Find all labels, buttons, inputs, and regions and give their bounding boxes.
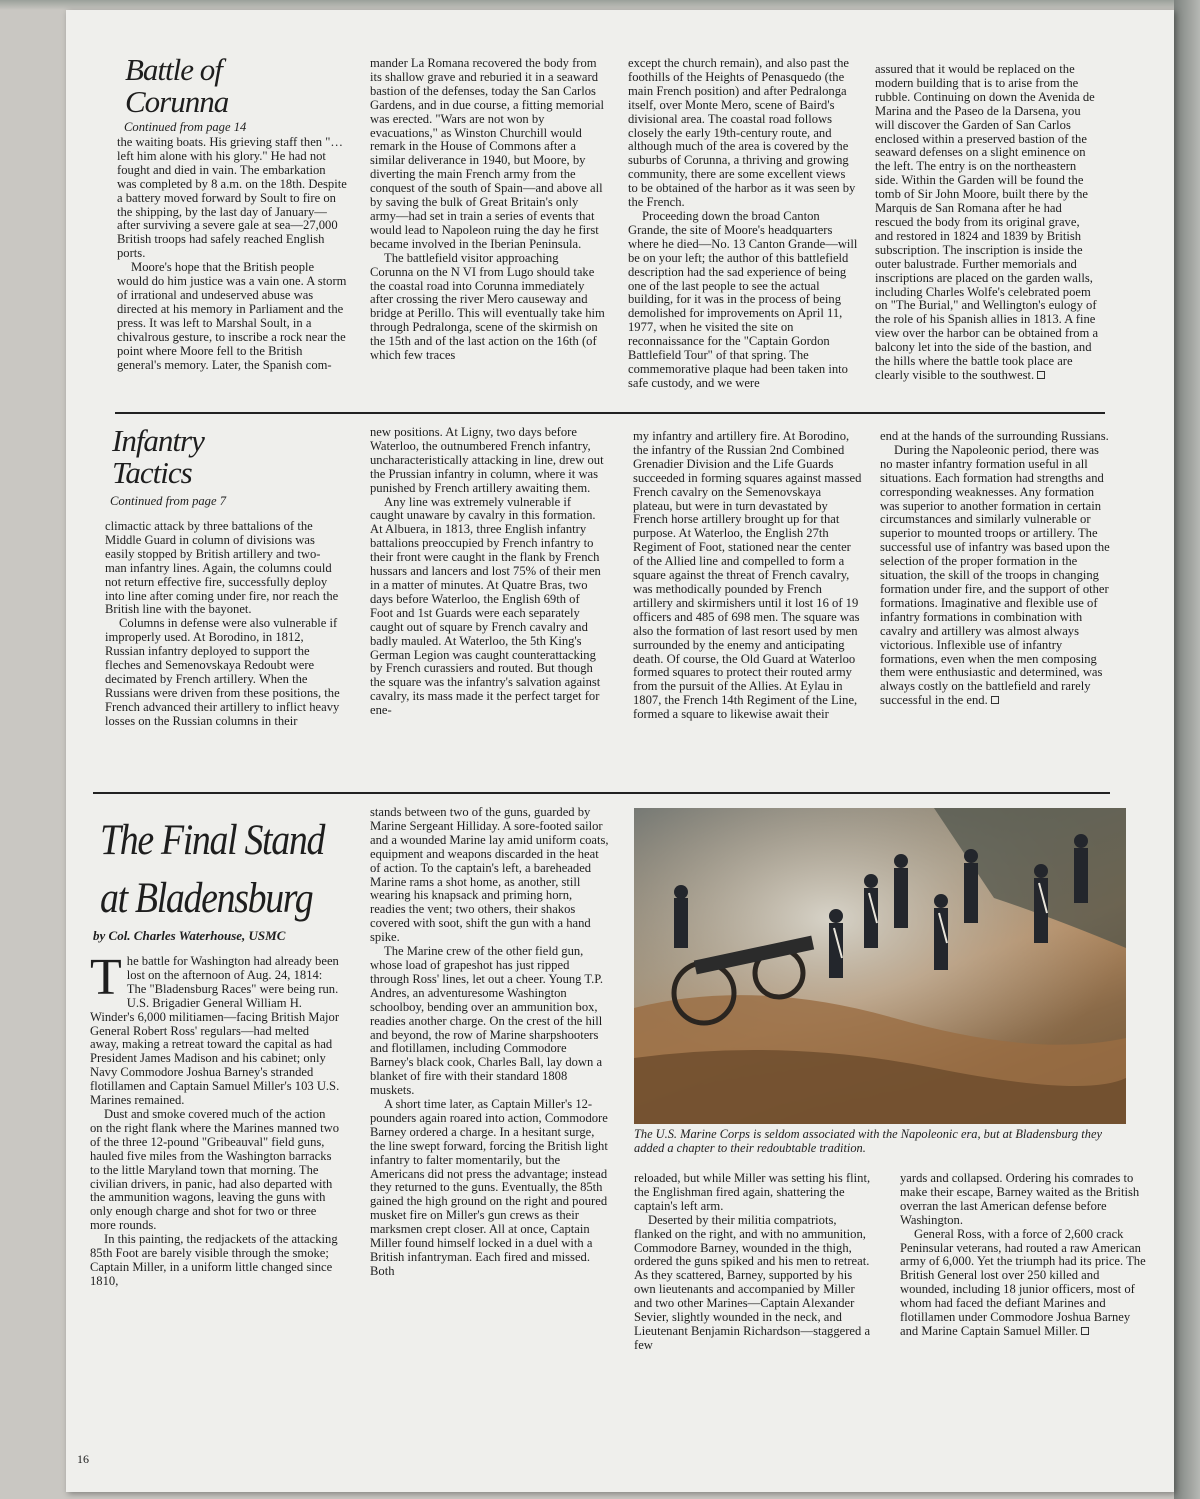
scan-background-edge: [1174, 0, 1200, 1499]
paragraph: [900, 1228, 1146, 1339]
bladensburg-title-line1: The Final Stand: [100, 817, 325, 864]
paragraph-text: he battle for Washington had already been lost on the afternoon of Aug. 24, 1814: The "Bladensburg Races" were being run. U.S. Brigadier General William H. Winder's 6,000 militiamen—facing British Major General Robert Ross' regulars—had melted away, making a retreat toward the capital as had President James Madison and his cabinet; only Navy Commodore Joshua Barney's stranded flotillamen and Captain Samuel Miller's 103 U.S. Marines remained.: [90, 955, 340, 1108]
corunna-column-3: [628, 57, 858, 407]
bladensburg-column-1: [90, 955, 340, 1445]
end-mark-icon: [991, 696, 999, 704]
infantry-column-2: [370, 426, 605, 770]
page-number: 16: [77, 1452, 89, 1466]
bladensburg-column-4: [900, 1172, 1146, 1442]
corunna-column-2: [370, 57, 605, 407]
paragraph: mander La Romana recovered the body from its shallow grave and reburied it in a seaward bastion of the defenses, today the San Carlos Gardens, and in due course, a fitting memorial was erected. "Wars are not won by evacuations," as Winston Churchill would remark in the House of Commons after a similar deliverance in 1940, but Moore, by diverting the main French army from the conquest of the south of Spain—and above all by saving the bulk of Great Britain's only army—had set in train a series of events that would lead to Napoleon ruing the day he first became involved in the Iberian Peninsula.: [370, 57, 604, 251]
paragraph: Proceeding down the broad Canton Grande, the site of Moore's headquarters where he died—No. 13 Canton Grande—will be on your left; the author of this battlefield description had the sad experience of being one of the last people to see the actual building, for it was in the process of being demolished for improvements on April 11, 1977, when he visited the site on reconnaissance for the "Captain Gordon Battlefield Tour" of that spring. The commemorative plaque had been taken into safe custody, and we were: [628, 208, 858, 390]
paragraph: Moore's hope that the British people would do him justice was a vain one. A storm of irrational and undeserved abuse was directed at his memory in Parliament and the press. It was left to Marshal Soult, in a chivalrous gesture, to inscribe a rock near the point where Moore fell to the British general's memory. Later, the Spanish com-: [117, 260, 347, 372]
paragraph: A short time later, as Captain Miller's 12-pounders again roared into action, Commodore Barney ordered a charge. In a hesitant surge, the line swept forward, forcing the British light infantry to falter momentarily, but the Americans did not press the advantage; instead they returned to the guns. Eventually, the 85th gained the high ground on the right and poured musket fire on Miller's gun crews as their marksmen crept closer. All at once, Captain Miller found himself locked in a duel with a British infantryman. Each fired and missed. Both: [370, 1097, 608, 1278]
infantry-column-3: [633, 430, 863, 770]
corunna-title-line1: Battle of: [125, 52, 222, 87]
paragraph: new positions. At Ligny, two days before Waterloo, the outnumbered French infantry, uncharacteristically attacking in line, drew out the Prussian infantry in column, where it was punished by French artillery awaiting them.: [370, 426, 604, 495]
paragraph: except the church remain), and also past the foothills of the Heights of Penasquedo (the main French position) and after Pedralonga itself, over Monte Mero, scene of Baird's divisional area. The coastal road follows closely the early 19th-century route, and although much of the area is covered by the suburbs of Corunna, a thriving and growing community, there are some excellent views to be obtained of the harbor as it was seen by the French.: [628, 57, 856, 210]
bladensburg-column-3: [634, 1172, 874, 1442]
corunna-column-4: [875, 63, 1100, 409]
paragraph: Columns in defense were also vulnerable if improperly used. At Borodino, in 1812, Russian infantry deployed to support the fleches and Semenovskaya Redoubt were decimated by French artillery. When the Russians were driven from these positions, the French advanced their artillery to inflict heavy losses on the Russian columns in their: [105, 616, 340, 728]
paragraph: stands between two of the guns, guarded by Marine Sergeant Hilliday. A sore-footed sailor and a wounded Marine lay amid uniform coats, equipment and weapons discarded in the heat of action. To the captain's left, a bareheaded Marine rams a shot home, as another, still wearing his knapsack and priming horn, readies the vent; two others, their shakos covered with soot, shift the gun with a hand spike.: [370, 806, 609, 945]
paragraph: The Marine crew of the other field gun, whose load of grapeshot has just ripped through Ross' lines, let out a cheer. Young T.P. Andres, an adventuresome Washington schoolboy, bending over an ammunition box, readies another charge. On the crest of the hill and beyond, the row of Marine sharpshooters and flotillamen, including Commodore Barney's black cook, Charles Ball, lay down a blanket of fire with their standard 1808 muskets.: [370, 944, 604, 1098]
section-divider: [115, 412, 1105, 414]
end-mark-icon: [1081, 1327, 1089, 1335]
paragraph: [880, 444, 1112, 708]
paragraph: climactic attack by three battalions of the Middle Guard in column of divisions was easily stopped by British artillery and two-man infantry lines. Again, the columns could not return effective fire, successfully deploy into line after coming under fire, nor reach the British line with the bayonet.: [105, 520, 339, 617]
byline: by Col. Charles Waterhouse, USMC: [93, 928, 286, 943]
paragraph: end at the hands of the surrounding Russians.: [880, 430, 1109, 443]
paragraph: the waiting boats. His grieving staff then "…left him alone with his glory." He had not fought and died in vain. The embarkation was completed by 8 a.m. on the 18th. Despite a battery moved forward by Soult to fire on the shipping, by the last day of January—after surviving a severe gale at sea—27,000 British troops had safely reached English ports.: [117, 136, 347, 261]
bladensburg-painting: [634, 808, 1126, 1124]
corunna-column-1: [117, 136, 347, 404]
end-mark-icon: [1037, 371, 1045, 379]
paragraph: In this painting, the redjackets of the attacking 85th Foot are barely visible through the smoke; Captain Miller, in a uniform little changed since 1810,: [90, 1232, 338, 1288]
infantry-continued: Continued from page 7: [110, 494, 227, 508]
corunna-title-line2: Corunna: [125, 84, 229, 119]
paragraph: Dust and smoke covered much of the action on the right flank where the Marines manned two of the three 12-pound "Gribeauval" field guns, hauled five miles from the Washington barracks to the little Maryland town that morning. The civilian drivers, in panic, had also departed with the ammunition wagons, leaving the guns with only enough charge and shot for two or three more rounds.: [90, 1106, 340, 1233]
paragraph-text: assured that it would be replaced on the modern building that is to arise from the rubble. Continuing on down the Avenida de Marina and the Paseo de la Darsena, you will discover the Garden of San Carlos enclosed within a preserved bastion of the seaward defenses on a slight eminence on the left. The entry is on the northeastern side. Within the Garden will be found the tomb of Sir John Moore, built there by the Marquis de San Romana after he had rescued the body from its original grave, and restored in 1824 and 1839 by British subscription. The inscription is inside the outer balustrade. Further memorials and inscriptions are placed on the garden walls, including Charles Wolfe's celebrated poem on "The Burial," and Wellington's eulogy of the role of his Spanish allies in 1813. A fine view over the harbor can be obtained from a balcony let into the side of the bastion, and the hills where the battle took place are clearly visible to the southwest.: [875, 63, 1099, 382]
paragraph-text: During the Napoleonic period, there was no master infantry formation useful in all situations. Each formation had strengths and corresponding weaknesses. Any formation was superior to another formation in certain circumstances and similarly vulnerable or superior to mounted troops or artillery. The successful use of infantry was based upon the selection of the proper formation in the situation, the skill of the troops in changing formation under fire, and the support of other formations. Imaginative and flexible use of infantry formations in combination with cavalry and artillery was almost always victorious. Inflexible use of infantry formations, even when the men composing them were enthusiastic and determined, was always costly on the battlefield and rarely successful in the end.: [880, 442, 1110, 708]
bladensburg-title-line2: at Bladensburg: [100, 875, 313, 922]
paragraph: Any line was extremely vulnerable if caught unaware by cavalry in this formation. At Albuera, in 1813, three English infantry battalions preoccupied by French infantry to their front were caught in the flank by French hussars and lancers and lost 75% of their men in a matter of minutes. At Quatre Bras, two days before Waterloo, the English 69th of Foot and 1st Guards were each separately caught out of square by French cavalry and badly mauled. At Waterloo, the 5th King's German Legion was caught counterattacking by French curassiers and routed. But though the square was the infantry's salvation against cavalry, its mass made it the perfect target for ene-: [370, 494, 601, 718]
paragraph: my infantry and artillery fire. At Borodino, the infantry of the Russian 2nd Combined Grenadier Division and the Life Guards succeeded in forming squares against massed French cavalry on the Semenovskaya plateau, but were in turn devastated by French horse artillery brought up for that purpose. At Waterloo, the English 27th Regiment of Foot, stationed near the center of the Allied line and compelled to form a square against the threat of French cavalry, was methodically pounded by French artillery and skirmishers until it lost 16 of 19 officers and 485 of 698 men. The square was also the formation of last resort used by men surrounded by the enemy and anticipating death. Of course, the Old Guard at Waterloo formed squares to protect their routed army from the pursuit of the Allies. At Eylau in 1807, the French 14th Regiment of the Line, formed a square to likewise await their: [633, 430, 862, 722]
bladensburg-title: [100, 812, 329, 928]
infantry-title-line2: Tactics: [112, 455, 192, 490]
section-divider: [93, 792, 1110, 794]
paragraph: reloaded, but while Miller was setting his flint, the Englishman fired again, shattering the captain's left arm.: [634, 1172, 871, 1213]
paragraph-text: General Ross, with a force of 2,600 crack Peninsular veterans, had routed a raw American army of 6,000. Yet the triumph had its price. The British General lost over 250 killed and wounded, including 18 junior officers, most of whom had faced the defiant Marines and flotillamen under Commodore Joshua Barney and Marine Captain Samuel Miller.: [900, 1226, 1146, 1338]
corunna-title: [125, 54, 228, 118]
paragraph: The battlefield visitor approaching Corunna on the N VI from Lugo should take the coastal road into Corunna immediately after crossing the river Mero causeway and bridge at Perillo. This will eventually take him through Pedralonga, scene of the skirmish on the 15th and of the last action on the 16th (of which few traces: [370, 250, 605, 363]
infantry-column-1: [105, 520, 341, 770]
painting-illustration: [634, 808, 1126, 1124]
bladensburg-column-2: [370, 806, 610, 1446]
paragraph: yards and collapsed. Ordering his comrades to make their escape, Barney waited as the British overran the last American defense before Washington.: [900, 1172, 1140, 1227]
infantry-column-4: [880, 430, 1112, 770]
infantry-title-line1: Infantry: [112, 423, 204, 458]
scan-background-top: [0, 0, 1200, 10]
paragraph: Deserted by their militia compatriots, flanked on the right, and with no ammunition, Commodore Barney, wounded in the thigh, ordered the guns spiked and his men to retreat. As they scattered, Barney, supported by his own lieutenants and accompanied by Miller and two other Marines—Captain Alexander Sevier, slightly wounded in the neck, and Lieutenant Benjamin Richardson—staggered a few: [634, 1212, 871, 1352]
paragraph: [875, 63, 1100, 383]
paragraph: [90, 955, 340, 1108]
corunna-continued: Continued from page 14: [124, 120, 247, 134]
drop-cap: T: [90, 955, 122, 1006]
painting-caption: The U.S. Marine Corps is seldom associated with the Napoleonic era, but at Bladensburg they added a chapter to their redoubtable tradition.: [634, 1127, 1102, 1155]
infantry-title: [112, 425, 204, 489]
